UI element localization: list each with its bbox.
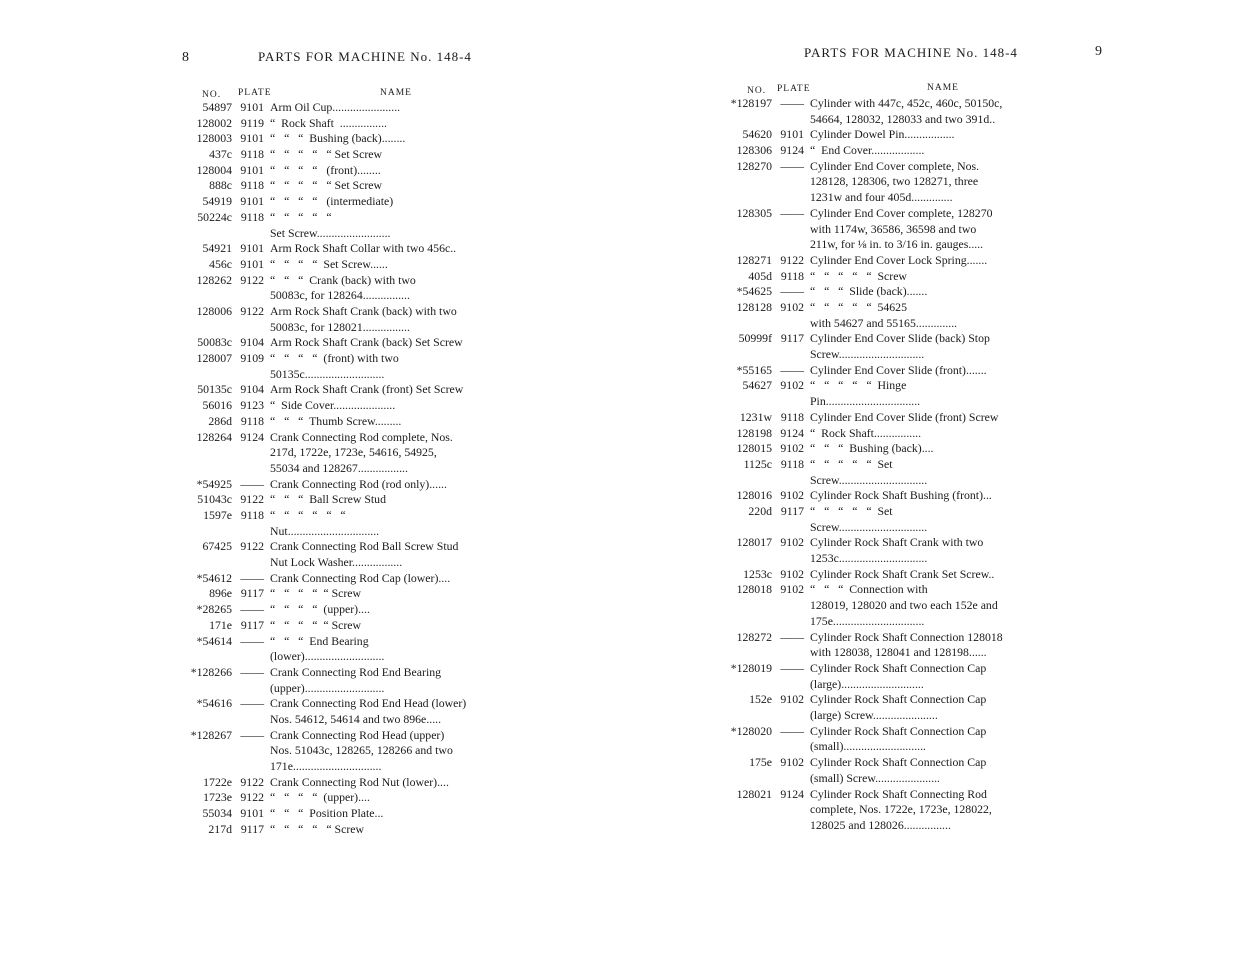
part-name: Cylinder Rock Shaft Connection Cap (small)............................ (810, 723, 987, 754)
part-number: *54616 (196, 696, 232, 711)
table-row (180, 492, 505, 508)
part-name: Cylinder Rock Shaft Connection Cap (small) Screw...................... (810, 755, 987, 785)
part-number: 128305 (736, 205, 772, 220)
part-name: Cylinder Rock Shaft Crank Set Screw.. (810, 566, 995, 581)
part-number: 128272 (736, 629, 772, 644)
table-row (180, 273, 505, 304)
part-number: *54925 (196, 476, 232, 491)
table-row (180, 430, 505, 477)
parts-list (180, 100, 505, 838)
plate-number: 9118 (240, 147, 264, 162)
part-number: 1253c (743, 566, 772, 581)
plate-number: 9118 (240, 209, 264, 224)
plate-number: 9102 (780, 566, 804, 581)
table-row (180, 571, 505, 587)
plate-number: 9122 (240, 303, 264, 318)
table-row (720, 253, 1055, 269)
plate-number: 9123 (240, 398, 264, 413)
part-number: 171e (209, 617, 232, 632)
column-header-no: NO. (202, 90, 222, 100)
part-name: “ “ “ “ “ Set Screw.............................. (810, 456, 928, 487)
table-row (720, 269, 1055, 285)
plate-number: 9101 (240, 131, 264, 146)
table-row (180, 131, 505, 147)
table-row (720, 300, 1055, 331)
page-number: 9 (1095, 44, 1102, 59)
part-name: “ “ “ Bushing (back).... (810, 441, 934, 456)
part-number: *128019 (730, 660, 772, 675)
plate-number: 9101 (240, 194, 264, 209)
table-row (720, 755, 1055, 786)
plate-number: 9117 (780, 331, 804, 346)
part-name: Cylinder End Cover Slide (front) Screw (810, 409, 999, 424)
part-name: “ “ “ “ (upper).... (270, 602, 370, 617)
plate-number: 9101 (780, 127, 804, 142)
plate-number: —— (240, 664, 264, 679)
part-number: 51043c (197, 492, 232, 507)
table-row (720, 504, 1055, 535)
table-row (180, 508, 505, 539)
table-row (720, 426, 1055, 442)
plate-number: 9122 (240, 492, 264, 507)
part-name: “ “ “ “ “ Screw (270, 617, 362, 632)
part-number: 128262 (196, 272, 232, 287)
plate-number: 9102 (780, 755, 804, 770)
part-number: 128021 (736, 786, 772, 801)
part-number: 896e (209, 586, 232, 601)
part-number: 128002 (196, 115, 232, 130)
plate-number: —— (240, 602, 264, 617)
plate-number: —— (240, 570, 264, 585)
part-number: 128128 (736, 300, 772, 315)
part-number: 1125c (743, 456, 772, 471)
table-row (720, 441, 1055, 457)
part-number: 67425 (202, 539, 232, 554)
plate-number: —— (780, 158, 804, 173)
table-row (720, 206, 1055, 253)
part-number: *128020 (730, 723, 772, 738)
table-row (180, 351, 505, 382)
part-number: 50999f (738, 331, 772, 346)
table-row (720, 630, 1055, 661)
plate-number: 9117 (240, 617, 264, 632)
table-row (720, 457, 1055, 488)
column-header-no: NO. (747, 86, 767, 96)
plate-number: —— (780, 205, 804, 220)
plate-number: 9102 (780, 535, 804, 550)
table-row (720, 692, 1055, 723)
part-number: 152e (749, 692, 772, 707)
part-name: “ Rock Shaft ................ (270, 115, 387, 130)
table-row (720, 363, 1055, 379)
part-number: 54919 (202, 194, 232, 209)
table-row (180, 634, 505, 665)
part-number: 220d (748, 504, 772, 519)
part-name: Arm Rock Shaft Collar with two 456c.. (270, 241, 457, 256)
plate-number: 9117 (780, 504, 804, 519)
plate-number: —— (780, 362, 804, 377)
column-header-plate: PLATE (238, 88, 272, 98)
part-name: “ “ “ “ “ Set Screw (270, 178, 383, 193)
plate-number: 9102 (780, 378, 804, 393)
column-header-name: NAME (380, 88, 412, 98)
plate-number: 9118 (780, 409, 804, 424)
plate-number: 9102 (780, 488, 804, 503)
part-name: Cylinder Dowel Pin................. (810, 127, 955, 142)
part-number: 128306 (736, 143, 772, 158)
plate-number: 9124 (780, 143, 804, 158)
plate-number: —— (240, 476, 264, 491)
part-number: 405d (748, 268, 772, 283)
plate-number: 9122 (780, 252, 804, 267)
plate-number: —— (780, 96, 804, 110)
part-name: “ Rock Shaft................ (810, 425, 922, 440)
part-number: 286d (208, 413, 232, 428)
table-row (180, 696, 505, 727)
part-number: 128270 (736, 158, 772, 173)
plate-number: —— (240, 727, 264, 742)
plate-number: —— (240, 633, 264, 648)
part-name: “ End Cover.................. (810, 143, 925, 158)
table-row (720, 127, 1055, 143)
column-header-plate: PLATE (777, 84, 811, 94)
part-number: 1231w (739, 409, 772, 424)
table-row (180, 602, 505, 618)
table-row (720, 488, 1055, 504)
part-name: Crank Connecting Rod Ball Screw Stud Nut Lock Washer................. (270, 539, 459, 570)
plate-number: 9124 (240, 429, 264, 444)
part-name: “ “ “ Slide (back)....... (810, 284, 928, 299)
plate-number: 9122 (240, 774, 264, 789)
part-name: Crank Connecting Rod Cap (lower).... (270, 570, 451, 585)
part-name: “ “ “ “ “ 54625 with 54627 and 55165.............. (810, 300, 958, 330)
table-row (180, 100, 505, 116)
plate-number: 9117 (240, 821, 264, 836)
part-name: Arm Rock Shaft Crank (front) Set Screw (270, 382, 464, 397)
part-number: 1723e (203, 790, 232, 805)
part-number: 128018 (736, 582, 772, 597)
part-number: 217d (208, 821, 232, 836)
part-number: 128198 (736, 425, 772, 440)
part-name: Cylinder End Cover Slide (front)....... (810, 362, 987, 377)
table-row (720, 582, 1055, 629)
part-number: *54625 (736, 284, 772, 299)
part-name: Cylinder End Cover complete, 128270 with 1174w, 36586, 36598 and two 211w, for ⅛ in. to 3/16 in. gauges..... (810, 205, 993, 252)
part-number: *28265 (196, 602, 232, 617)
part-number: 888c (209, 178, 232, 193)
plate-number: 9124 (780, 786, 804, 801)
table-row (180, 163, 505, 179)
table-row (180, 618, 505, 634)
plate-number: 9104 (240, 382, 264, 397)
part-name: “ “ “ Thumb Screw......... (270, 413, 402, 428)
table-row (720, 661, 1055, 692)
part-name: Crank Connecting Rod complete, Nos. 217d, 1722e, 1723e, 54616, 54925, 55034 and 128267................. (270, 429, 453, 475)
plate-number: 9122 (240, 272, 264, 287)
table-row (180, 178, 505, 194)
part-name: “ “ “ “ “ Set Screw.............................. (810, 504, 928, 534)
part-number: *128266 (190, 664, 232, 679)
part-name: Cylinder End Cover complete, Nos. 128128, 128306, two 128271, three 1231w and four 405d.............. (810, 158, 980, 205)
table-row (720, 410, 1055, 426)
plate-number: —— (780, 284, 804, 299)
part-name: Cylinder Rock Shaft Connection 128018 with 128038, 128041 and 128198...... (810, 629, 1003, 660)
part-number: 437c (209, 147, 232, 162)
plate-number: 9101 (240, 241, 264, 256)
plate-number: 9119 (240, 115, 264, 130)
table-row (180, 775, 505, 791)
plate-number: 9102 (780, 582, 804, 597)
part-number: 56016 (202, 398, 232, 413)
part-name: “ “ “ “ “ Set Screw......................... (270, 209, 391, 240)
part-name: “ “ “ “ “ Hinge Pin................................ (810, 378, 921, 409)
page-number: 8 (182, 50, 189, 65)
part-number: 128004 (196, 162, 232, 177)
plate-number: —— (780, 660, 804, 675)
part-name: Cylinder Rock Shaft Connection Cap (large) Screw...................... (810, 692, 987, 723)
part-number: 54921 (202, 241, 232, 256)
plate-number: 9101 (240, 162, 264, 177)
table-row (180, 398, 505, 414)
part-name: “ “ “ “ (upper).... (270, 790, 370, 805)
part-number: 175e (749, 755, 772, 770)
table-row (180, 790, 505, 806)
part-name: “ “ “ “ Set Screw...... (270, 256, 388, 271)
table-row (180, 665, 505, 696)
plate-number: 9117 (240, 586, 264, 601)
part-name: Cylinder Rock Shaft Crank with two 1253c.............................. (810, 535, 984, 566)
table-row (180, 477, 505, 493)
part-name: “ “ “ “ (front)........ (270, 162, 381, 177)
part-number: 128003 (196, 131, 232, 146)
part-name: Arm Rock Shaft Crank (back) with two 50083c, for 128021................ (270, 303, 457, 334)
part-name: “ “ “ Bushing (back)........ (270, 131, 406, 146)
page-title: PARTS FOR MACHINE No. 148-4 (804, 45, 1018, 60)
table-row (180, 539, 505, 570)
table-row (180, 335, 505, 351)
table-row (180, 257, 505, 273)
plate-number: —— (240, 696, 264, 711)
part-number: 128016 (736, 488, 772, 503)
table-row (180, 822, 505, 838)
part-number: 54627 (742, 378, 772, 393)
plate-number: 9118 (240, 413, 264, 428)
part-name: “ “ “ “ “ “ Nut............................... (270, 507, 380, 538)
plate-number: 9118 (240, 178, 264, 193)
table-row (180, 806, 505, 822)
table-row (180, 586, 505, 602)
part-name: “ “ “ “ “ Screw (270, 821, 365, 836)
part-number: 1722e (203, 774, 232, 789)
part-number: 54620 (742, 127, 772, 142)
part-name: “ “ “ “ “ Set Screw (270, 147, 383, 162)
part-number: 128006 (196, 303, 232, 318)
part-number: *54612 (196, 570, 232, 585)
table-row (180, 241, 505, 257)
part-number: *54614 (196, 633, 232, 648)
part-number: 128271 (736, 252, 772, 267)
part-name: “ “ “ “ (front) with two 50135c........................... (270, 351, 399, 381)
part-name: Cylinder Rock Shaft Connecting Rod complete, Nos. 1722e, 1723e, 128022, 128025 and 128026................ (810, 786, 992, 832)
part-number: *128267 (190, 727, 232, 742)
part-name: Crank Connecting Rod End Head (lower) Nos. 54612, 54614 and two 896e..... (270, 696, 467, 726)
table-row (720, 284, 1055, 300)
part-name: Crank Connecting Rod Nut (lower).... (270, 774, 449, 789)
plate-number: —— (780, 629, 804, 644)
table-row (720, 378, 1055, 409)
part-number: 50083c (197, 335, 232, 350)
parts-list (720, 96, 1055, 834)
part-name: “ “ “ “ “ Screw (270, 586, 362, 601)
plate-number: 9122 (240, 539, 264, 554)
part-name: “ “ “ Crank (back) with two 50083c, for 128264................ (270, 272, 416, 303)
table-row (720, 724, 1055, 755)
part-number: 456c (209, 256, 232, 271)
left-page (0, 0, 617, 954)
plate-number: —— (780, 723, 804, 738)
part-name: “ “ “ Ball Screw Stud (270, 492, 386, 507)
part-number: 54897 (202, 100, 232, 114)
part-name: Arm Oil Cup....................... (270, 100, 401, 114)
plate-number: 9104 (240, 335, 264, 350)
page-title: PARTS FOR MACHINE No. 148-4 (258, 49, 472, 64)
part-name: Cylinder Rock Shaft Bushing (front)... (810, 488, 992, 503)
table-row (720, 567, 1055, 583)
table-row (720, 535, 1055, 566)
plate-number: 9101 (240, 256, 264, 271)
part-name: Crank Connecting Rod Head (upper) Nos. 51043c, 128265, 128266 and two 171e.............................. (270, 727, 453, 774)
part-name: Arm Rock Shaft Crank (back) Set Screw (270, 335, 463, 350)
table-row (180, 147, 505, 163)
part-number: *128197 (730, 96, 772, 110)
table-row (180, 210, 505, 241)
part-name: Cylinder Rock Shaft Connection Cap (large)............................ (810, 660, 987, 691)
part-name: Cylinder End Cover Lock Spring....... (810, 252, 988, 267)
table-row (720, 787, 1055, 834)
part-number: 128007 (196, 351, 232, 366)
plate-number: 9118 (780, 268, 804, 283)
plate-number: 9109 (240, 351, 264, 366)
plate-number: 9102 (780, 441, 804, 456)
plate-number: 9102 (780, 300, 804, 315)
part-name: Cylinder with 447c, 452c, 460c, 50150c, 54664, 128032, 128033 and two 391d.. (810, 96, 1003, 126)
table-row (180, 728, 505, 775)
table-row (720, 331, 1055, 362)
table-row (180, 382, 505, 398)
plate-number: 9118 (240, 507, 264, 522)
part-name: Crank Connecting Rod End Bearing (upper)........................... (270, 664, 442, 695)
part-name: “ Side Cover..................... (270, 398, 396, 413)
table-row (180, 304, 505, 335)
table-row (180, 414, 505, 430)
part-name: “ “ “ Connection with 128019, 128020 and two each 152e and 175e............................... (810, 582, 998, 628)
part-name: “ “ “ End Bearing (lower)........................... (270, 633, 385, 664)
plate-number: 9122 (240, 790, 264, 805)
part-number: *55165 (736, 362, 772, 377)
column-header-name: NAME (927, 83, 959, 93)
table-row (180, 116, 505, 132)
table-row (180, 194, 505, 210)
part-number: 50135c (197, 382, 232, 397)
part-name: Crank Connecting Rod (rod only)...... (270, 476, 447, 491)
part-number: 128264 (196, 429, 232, 444)
table-row (720, 143, 1055, 159)
table-row (720, 159, 1055, 206)
right-page (617, 0, 1234, 954)
part-number: 50224c (197, 209, 232, 224)
part-number: 55034 (202, 806, 232, 821)
part-number: 128015 (736, 441, 772, 456)
part-number: 1597e (203, 507, 232, 522)
plate-number: 9101 (240, 806, 264, 821)
part-name: “ “ “ Position Plate... (270, 806, 384, 821)
part-number: 128017 (736, 535, 772, 550)
part-name: Cylinder End Cover Slide (back) Stop Screw............................. (810, 331, 990, 362)
part-name: “ “ “ “ “ Screw (810, 268, 907, 283)
plate-number: 9124 (780, 425, 804, 440)
plate-number: 9101 (240, 100, 264, 114)
table-row (720, 96, 1055, 127)
plate-number: 9118 (780, 456, 804, 471)
part-name: “ “ “ “ (intermediate) (270, 194, 394, 209)
plate-number: 9102 (780, 692, 804, 707)
